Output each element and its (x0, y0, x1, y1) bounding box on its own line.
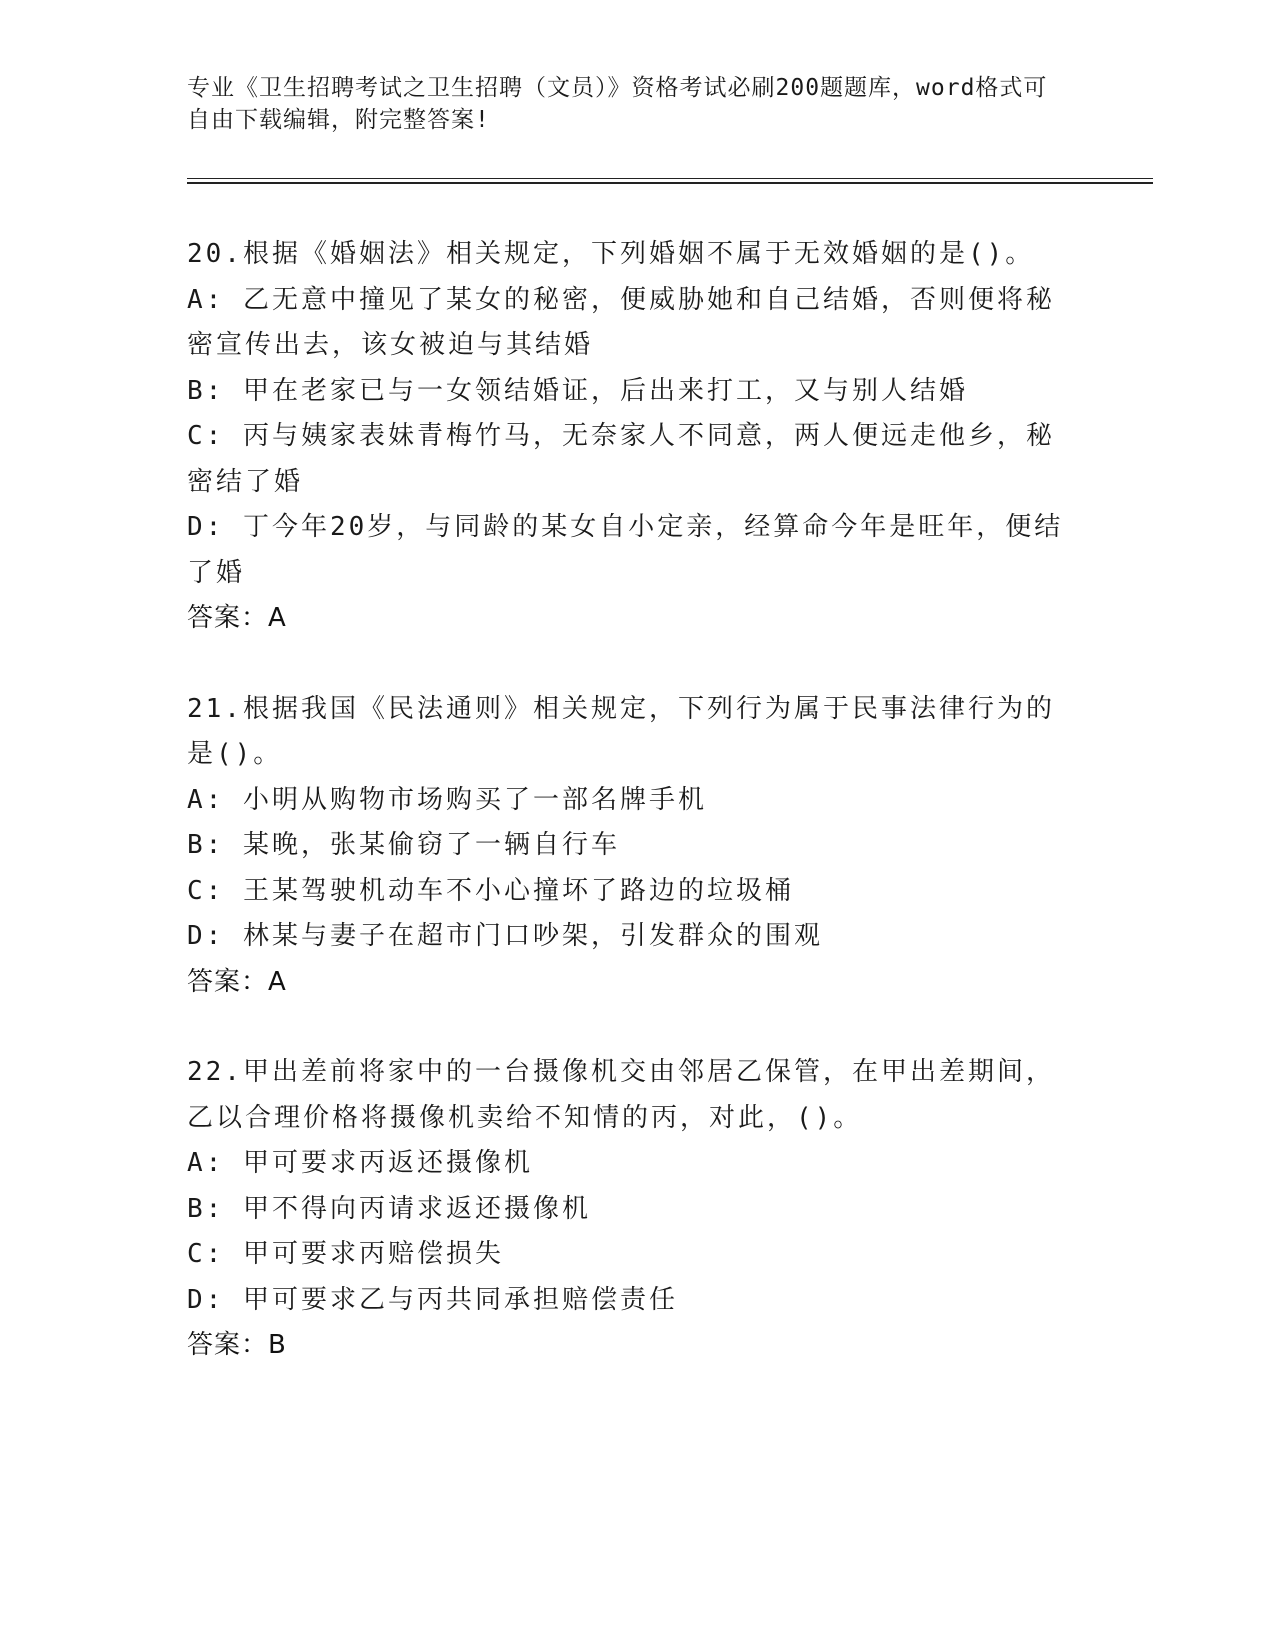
option-b: B: 某晚，张某偷窃了一辆自行车 (187, 830, 620, 860)
option-b: B: 甲在老家已与一女领结婚证，后出来打工，又与别人结婚 (187, 375, 968, 406)
question-20 (187, 232, 1077, 642)
header-divider-thin (187, 178, 1153, 179)
question-stem: 21.根据我国《民法通则》相关规定，下列行为属于民事法律行为的是()。 (187, 693, 1055, 769)
option-c: C: 甲可要求丙赔偿损失 (187, 1239, 504, 1269)
option-a: A: 甲可要求丙返还摄像机 (187, 1148, 533, 1178)
question-stem: 22.甲出差前将家中的一台摄像机交由邻居乙保管，在甲出差期间，乙以合理价格将摄像机卖给不知情的丙，对此，()。 (187, 1057, 1055, 1133)
answer-label: 答案：B (187, 1330, 287, 1360)
option-d: D: 甲可要求乙与丙共同承担赔偿责任 (187, 1284, 678, 1315)
option-c: C: 王某驾驶机动车不小心撞坏了路边的垃圾桶 (187, 875, 794, 906)
answer-label: 答案：A (187, 966, 287, 997)
option-c: C: 丙与姨家表妹青梅竹马，无奈家人不同意，两人便远走他乡，秘密结了婚 (187, 421, 1055, 497)
option-d: D: 丁今年20岁，与同龄的某女自小定亲，经算命今年是旺年，便结了婚 (187, 512, 1064, 588)
question-stem: 20.根据《婚姻法》相关规定，下列婚姻不属于无效婚姻的是()。 (187, 239, 1035, 269)
question-22 (187, 1050, 1077, 1369)
question-21 (187, 687, 1077, 1006)
header-divider-thick (187, 182, 1153, 184)
option-b: B: 甲不得向丙请求返还摄像机 (187, 1193, 591, 1224)
answer-label: 答案：A (187, 603, 287, 633)
option-a: A: 乙无意中撞见了某女的秘密，便威胁她和自己结婚，否则便将秘密宣传出去，该女被迫与其结婚 (187, 284, 1055, 360)
question-list (187, 232, 1077, 1414)
page-header: 专业《卫生招聘考试之卫生招聘（文员）》资格考试必刷200题题库，word格式可自由下载编辑，附完整答案! (187, 75, 1048, 133)
option-d: D: 林某与妻子在超市门口吵架，引发群众的围观 (187, 921, 823, 951)
option-a: A: 小明从购物市场购买了一部名牌手机 (187, 784, 707, 815)
